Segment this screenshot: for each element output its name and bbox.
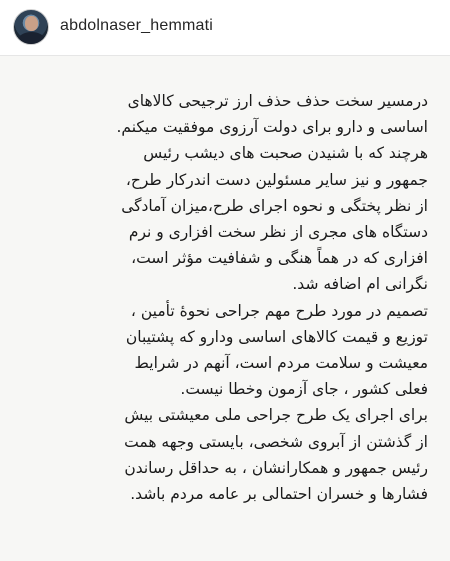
post-text: [24, 88, 428, 507]
post-line: رئیس جمهور و همکارانشان ، به حداقل رساندن: [124, 458, 428, 477]
post-line: تصمیم در مورد طرح مهم جراحی نحوهٔ تأمین ،: [130, 301, 428, 320]
post-line: معیشت و سلامت مردم است، آنهم در شرایط: [134, 354, 428, 373]
post-line: درمسیر سخت حذف حذف ارز ترجیحی کالاهای: [127, 92, 428, 110]
post-line: جمهور و نیز سایر مسئولین دست اندرکار طرح،: [125, 170, 428, 189]
post-header: [0, 0, 450, 56]
post-line: از نظر پختگی و نحوه اجرای طرح،میزان آمادگی: [121, 196, 428, 215]
post-line: هرچند که با شنیدن صحبت های دیشب رئیس: [143, 144, 428, 163]
post-line: برای اجرای یک طرح جراحی ملی معیشتی بیش: [124, 406, 428, 425]
post-line: فعلی کشور ، جای آزمون وخطا نیست.: [180, 380, 428, 399]
post-line: فشارها و خسران احتمالی بر عامه مردم باشد.: [130, 485, 428, 504]
avatar[interactable]: [13, 9, 49, 45]
post-line: توزیع و قیمت کالاهای اساسی ودارو که پشتیبان: [125, 327, 428, 346]
post-line: اساسی و دارو برای دولت آرزوی موفقیت میکنم.: [116, 118, 428, 137]
username[interactable]: abdolnaser_hemmati: [60, 17, 214, 34]
post-line: افزاری که در هماً هنگی و شفافیت مؤثر است،: [131, 249, 428, 268]
avatar-shoulders: [18, 32, 45, 45]
post-line: دستگاه های مجری از نظر سخت افزاری و نرم: [128, 223, 428, 242]
post-line: از گذشتن از آبروی شخصی، بایستی وجهه همت: [124, 432, 428, 451]
post-image: [0, 56, 450, 561]
avatar-face: [25, 16, 38, 31]
post-line: نگرانی ام اضافه شد.: [292, 275, 428, 294]
